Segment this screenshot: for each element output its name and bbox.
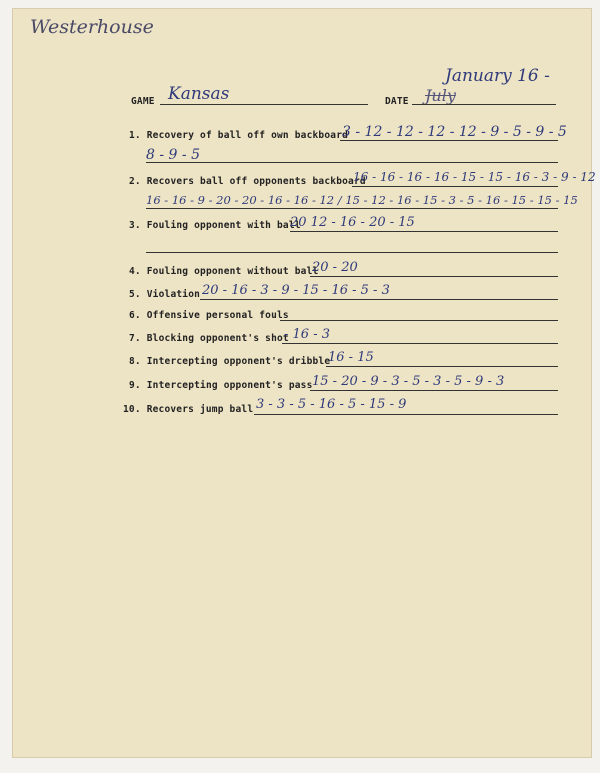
item-6-label: 6. Offensive personal fouls <box>129 310 289 321</box>
game-label: GAME <box>131 96 155 107</box>
item-4-label: 4. Fouling opponent without ball <box>129 266 319 277</box>
handwritten-name: Westerhouse <box>30 16 154 38</box>
item-1-label: 1. Recovery of ball off own backboard <box>129 130 349 141</box>
item-1-values-cont: 8 - 9 - 5 <box>146 147 200 163</box>
item-4-underline <box>310 276 558 277</box>
date-value: January 16 - <box>445 66 550 86</box>
item-8-values: 16 - 15 <box>328 350 374 365</box>
item-2-values-cont: 16 - 16 - 9 - 20 - 20 - 16 - 16 - 12 / 15 - 12 - 16 - 15 - 3 - 5 - 16 - 15 - 15 - 15 <box>146 193 578 207</box>
game-value: Kansas <box>168 84 230 104</box>
item-10-values: 3 - 3 - 5 - 16 - 5 - 15 - 9 <box>256 397 407 412</box>
item-1-underline <box>340 140 558 141</box>
item-7-label: 7. Blocking opponent's shot <box>129 333 289 344</box>
item-9-label: 9. Intercepting opponent's pass <box>129 380 313 391</box>
item-5-values: 20 - 16 - 3 - 9 - 15 - 16 - 5 - 3 <box>202 283 390 298</box>
item-3-label: 3. Fouling opponent with ball <box>129 220 301 231</box>
item-2-values: 16 - 16 - 16 - 16 - 15 - 15 - 16 - 3 - 9 - 12 <box>353 170 596 184</box>
item-3-values: 20 12 - 16 - 20 - 15 <box>290 215 415 230</box>
item-3-underline-2 <box>146 252 558 253</box>
date-underline <box>412 104 556 105</box>
item-2-underline <box>352 186 558 187</box>
date-struck: July <box>425 86 456 105</box>
item-1-underline-2 <box>146 162 558 163</box>
game-underline <box>160 104 368 105</box>
item-1-values: 3 - 12 - 12 - 12 - 12 - 9 - 5 - 9 - 5 <box>342 124 567 140</box>
item-8-underline <box>326 366 558 367</box>
item-8-label: 8. Intercepting opponent's dribble <box>129 356 331 367</box>
item-4-values: 20 - 20 <box>312 260 358 275</box>
item-9-underline <box>310 390 558 391</box>
item-9-values: 15 - 20 - 9 - 3 - 5 - 3 - 5 - 9 - 3 <box>312 374 505 389</box>
item-2-label: 2. Recovers ball off opponents backboard <box>129 176 366 187</box>
date-label: DATE <box>385 96 409 107</box>
item-6-underline <box>280 320 558 321</box>
item-5-underline <box>200 299 558 300</box>
item-7-values: - 16 - 3 <box>284 327 330 342</box>
item-10-label: 10. Recovers jump ball <box>123 404 254 415</box>
item-10-underline <box>254 414 558 415</box>
item-7-underline <box>282 343 558 344</box>
item-2-underline-2 <box>146 208 558 209</box>
item-3-underline <box>290 231 558 232</box>
item-5-label: 5. Violation <box>129 289 201 300</box>
